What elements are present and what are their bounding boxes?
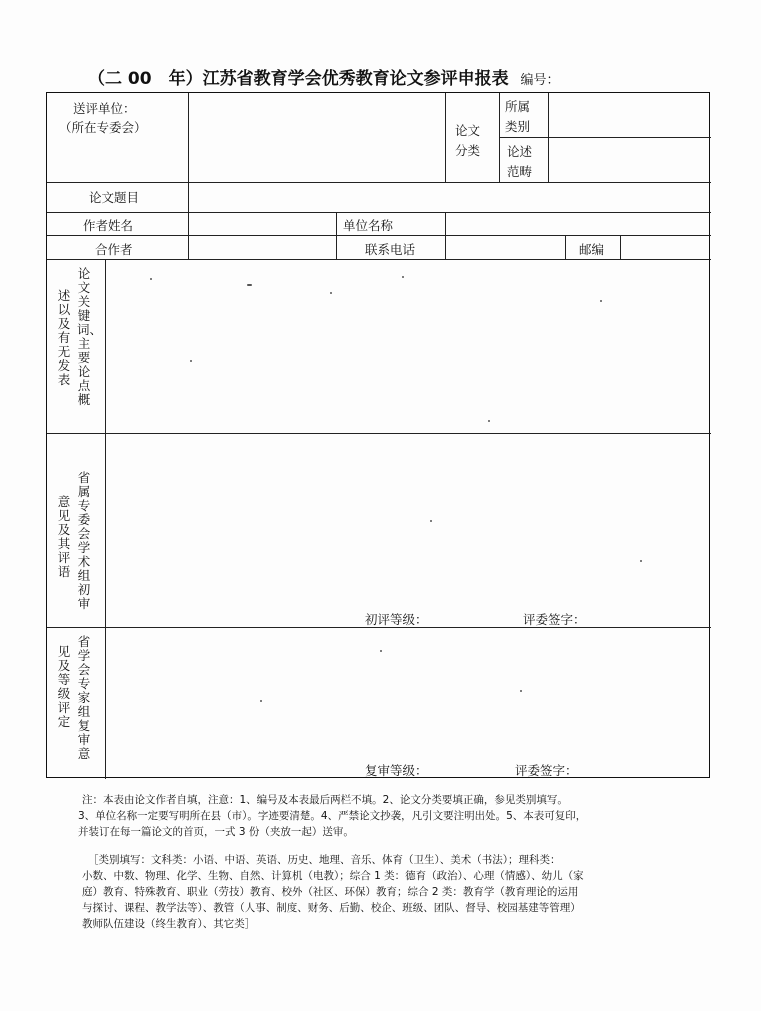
form-title xyxy=(88,64,560,89)
scope-field[interactable] xyxy=(549,138,711,182)
paper-title-field[interactable] xyxy=(189,183,711,212)
paper-category-label: 分类 xyxy=(455,143,481,158)
category-line: 庭）教育、特殊教育、职业（劳技）教育、校外（社区、环保）教育；综合 2 类：教育学（教育理论的运用 xyxy=(82,886,579,898)
category-line: ［类别填写：文科类：小语、中语、英语、历史、地理、音乐、体育（卫生）、美术（书法）；理科类： xyxy=(88,854,561,866)
coauthor-label: 合作者 xyxy=(95,242,133,257)
belongs-category-label: 所属 xyxy=(505,99,531,114)
unit-name-label: 单位名称 xyxy=(343,218,394,233)
coauthor-field[interactable] xyxy=(189,236,336,259)
col-divider xyxy=(336,212,337,259)
zip-label: 邮编 xyxy=(579,242,605,257)
note-line: 并装订在每一篇论文的首页，一式 3 份（夹放一起）送审。 xyxy=(78,826,354,838)
row-divider xyxy=(47,235,711,236)
col-divider xyxy=(565,235,566,259)
zip-field[interactable] xyxy=(621,236,711,259)
category-guide xyxy=(82,852,712,932)
serial-number-label: 编号： xyxy=(520,73,560,88)
col-divider xyxy=(445,93,446,182)
expert-review-section-label: 见及等级评定 xyxy=(57,644,71,729)
keywords-field[interactable] xyxy=(106,260,711,433)
sender-unit-label: 送评单位： xyxy=(73,101,136,116)
belongs-category-field[interactable] xyxy=(549,93,711,137)
note-line: 注：本表由论文作者自填，注意：1、编号及本表最后两栏不填。2、论文分类要填正确，参见类别填写。 xyxy=(82,794,568,806)
prelim-grade-label: 初评等级： xyxy=(365,612,428,627)
scope-label: 范畴 xyxy=(507,164,533,179)
category-line: 教师队伍建设（终生教育）、其它类］ xyxy=(82,918,256,930)
unit-name-field[interactable] xyxy=(446,213,711,235)
prelim-signature-label: 评委签字： xyxy=(523,612,586,627)
paper-category-label: 论文 xyxy=(455,123,481,138)
application-form-table xyxy=(46,92,710,778)
expert-review-field[interactable] xyxy=(106,628,711,758)
phone-field[interactable] xyxy=(446,236,565,259)
author-name-label: 作者姓名 xyxy=(83,218,134,233)
prelim-review-section-label: 省属专委会学术组初审 xyxy=(77,470,91,611)
expert-review-section-label: 省学会专家组复审意 xyxy=(77,634,91,761)
prelim-review-field[interactable] xyxy=(106,434,711,604)
sender-unit-field[interactable] xyxy=(189,93,445,182)
note-line: 3、单位名称一定要写明所在县（市）。字迹要清楚。4、严禁论文抄袭，凡引文要注明出处。5、本表可复印， xyxy=(78,810,587,822)
keywords-section-label: 述以及有无发表 xyxy=(57,288,71,387)
review-grade-label: 复审等级： xyxy=(365,763,428,778)
sender-committee-label: （所在专委会） xyxy=(59,120,147,135)
keywords-section-label: 论文关键词、主要论点概 xyxy=(77,266,103,407)
form-title-text: （二 00 年）江苏省教育学会优秀教育论文参评申报表 xyxy=(88,69,509,89)
category-line: 小数、中数、物理、化学、生物、自然、计算机（电教）；综合 1 类：德育（政治）、心理（情感）、幼儿（家 xyxy=(82,870,584,882)
instructions-note xyxy=(78,792,712,840)
scope-label: 论述 xyxy=(507,144,533,159)
author-name-field[interactable] xyxy=(189,213,336,235)
paper-title-label: 论文题目 xyxy=(89,190,140,205)
belongs-category-label: 类别 xyxy=(505,119,531,134)
category-line: 与探讨、课程、教学法等）、教管（人事、制度、财务、后勤、校企、班级、团队、督导、校园基建等管理） xyxy=(82,902,581,914)
review-signature-label: 评委签字： xyxy=(515,763,578,778)
col-divider xyxy=(499,93,500,182)
phone-label: 联系电话 xyxy=(365,242,416,257)
prelim-review-section-label: 意见及其评语 xyxy=(57,494,71,579)
